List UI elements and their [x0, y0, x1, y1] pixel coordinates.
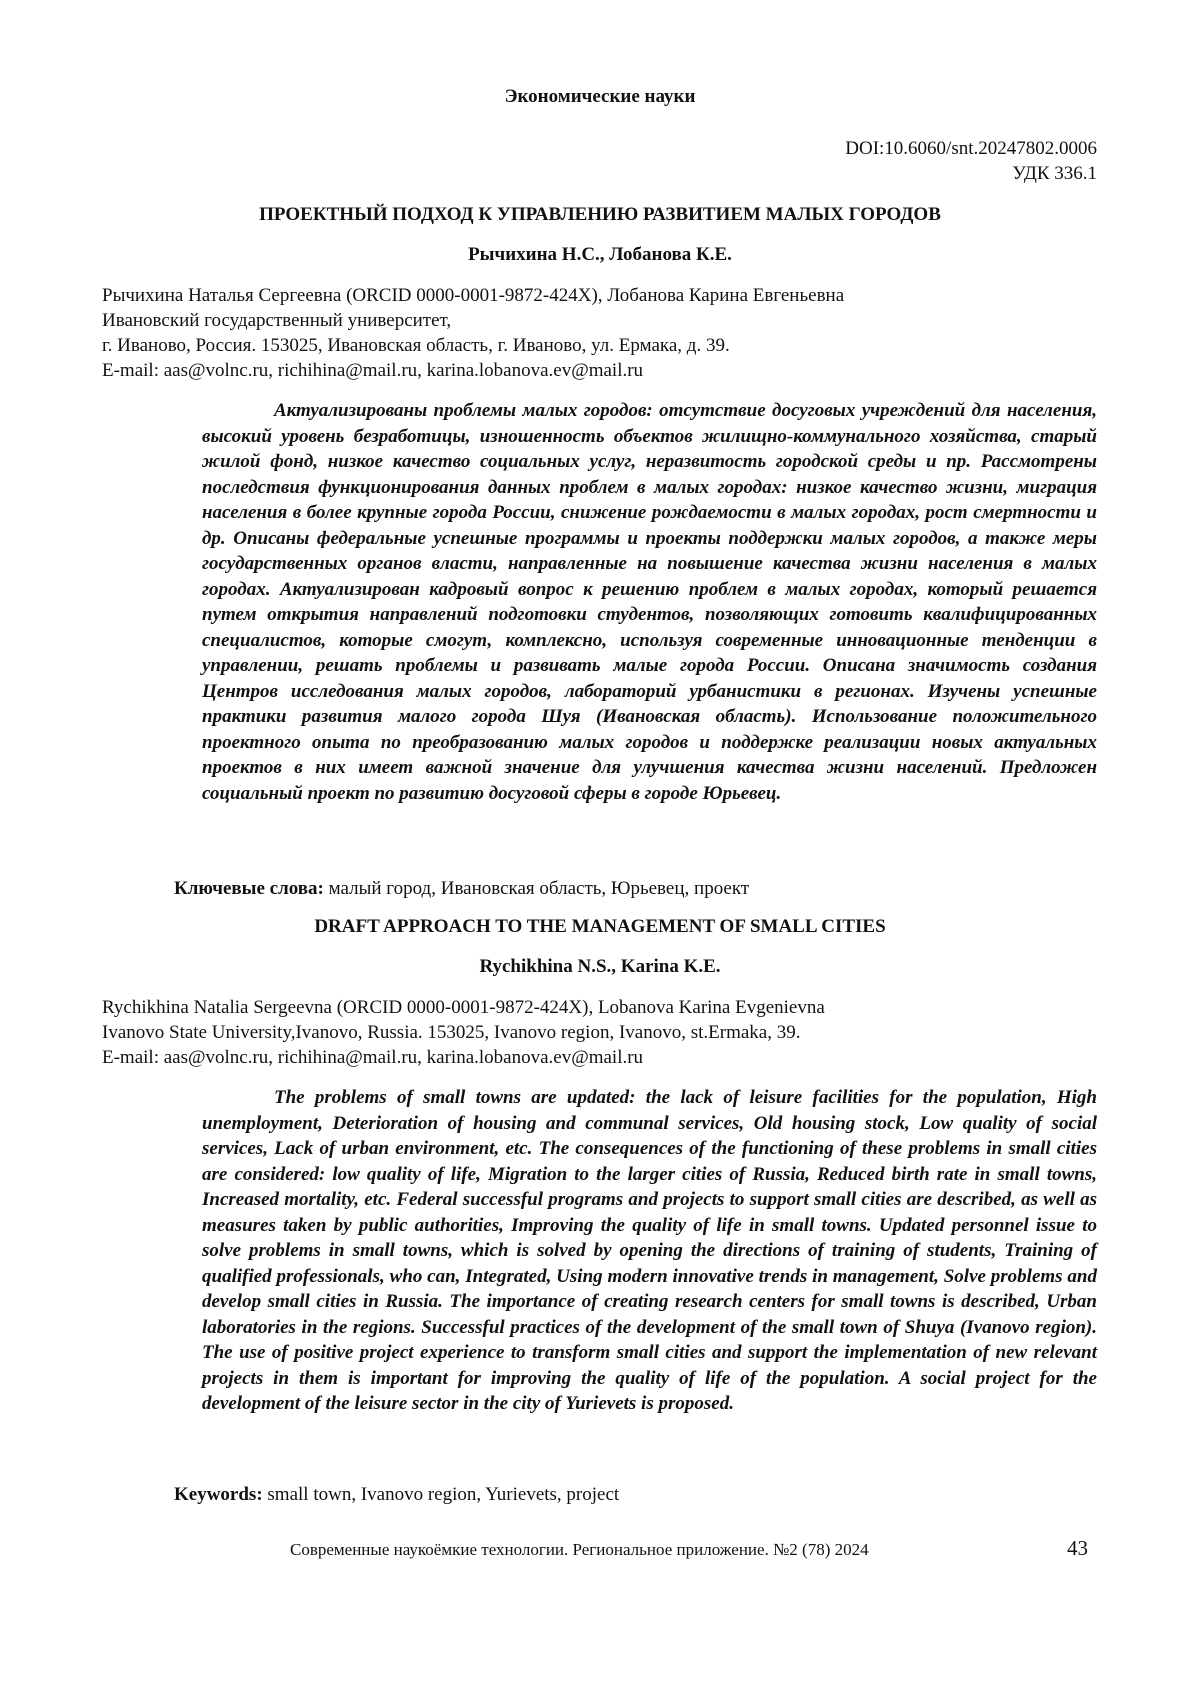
udk: УДК 336.1	[1012, 163, 1097, 184]
page-number: 43	[1067, 1536, 1088, 1560]
en-affiliation	[102, 995, 825, 1070]
ru-abstract: Актуализированы проблемы малых городов: отсутствие досуговых учреждений для населения, высокий уровень безработицы, изношенность объектов жилищно-коммунального хозяйства, старый жилой фонд, низкое качество социальных услуг, неразвитость городской среды и пр. Рассмотрены последствия функционирования данных проблем в малых городах: низкое качество жизни, миграция населения в более крупные города России, снижение рождаемости в малых городах, рост смертности и др. Описаны федеральные успешные программы и проекты поддержки малых городов, а также меры государственных органов власти, направленные на повышение качества жизни населения в малых городах. Актуализирован кадровый вопрос к решению проблем в малых городах, который решается путем открытия направлений подготовки студентов, позволяющих готовить квалифицированных специалистов, которые смогут, комплексно, используя современные инновационные тенденции в управлении, решать проблемы и развивать малые города России. Описана значимость создания Центров исследования малых городов, лабораторий урбанистики в регионах. Изучены успешные практики развития малого города Шуя (Ивановская область). Использование положительного проектного опыта по преобразованию малых городов и поддержке реализации новых актуальных проектов в них имеет важной значение для улучшения качества жизни населений. Предложен социальный проект по развитию досуговой сферы в городе Юрьевец.	[202, 400, 1097, 804]
ru-keywords	[174, 878, 749, 900]
ru-affiliation	[102, 283, 844, 383]
en-keywords-text: small town, Ivanovo region, Yurievets, project	[267, 1484, 620, 1505]
en-affiliation-line: Rychikhina Natalia Sergeevna (ORCID 0000-0001-9872-424X), Lobanova Karina Evgenievna	[102, 997, 825, 1018]
identifiers	[845, 136, 1097, 186]
en-affiliation-line: Ivanovo State University,Ivanovo, Russia. 153025, Ivanovo region, Ivanovo, st.Ermaka, 39.	[102, 1022, 801, 1043]
ru-authors: Рычихина Н.С., Лобанова К.Е.	[468, 244, 732, 265]
section-heading: Экономические науки	[504, 86, 696, 107]
en-email[interactable]: E-mail: aas@volnc.ru, richihina@mail.ru, karina.lobanova.ev@mail.ru	[102, 1047, 644, 1068]
en-title: DRAFT APPROACH TO THE MANAGEMENT OF SMALL CITIES	[314, 916, 886, 937]
ru-affiliation-line: Ивановский государственный университет,	[102, 310, 452, 331]
en-keywords-label: Keywords:	[174, 1484, 263, 1505]
en-keywords	[174, 1484, 619, 1506]
ru-affiliation-line: Рычихина Наталья Сергеевна (ORCID 0000-0001-9872-424X), Лобанова Карина Евгеньевна	[102, 285, 845, 306]
doi[interactable]: DOI:10.6060/snt.20247802.0006	[845, 138, 1097, 159]
ru-title: ПРОЕКТНЫЙ ПОДХОД К УПРАВЛЕНИЮ РАЗВИТИЕМ МАЛЫХ ГОРОДОВ	[259, 204, 941, 225]
ru-keywords-text: малый город, Ивановская область, Юрьевец, проект	[328, 878, 750, 899]
en-authors: Rychikhina N.S., Karina K.E.	[479, 956, 721, 977]
ru-affiliation-line: г. Иваново, Россия. 153025, Ивановская область, г. Иваново, ул. Ермака, д. 39.	[102, 335, 730, 356]
ru-email[interactable]: E-mail: aas@volnc.ru, richihina@mail.ru, karina.lobanova.ev@mail.ru	[102, 360, 644, 381]
en-abstract: The problems of small towns are updated: the lack of leisure facilities for the population, High unemployment, Deterioration of housing and communal services, Old housing stock, Low quality of social services, Lack of urban environment, etc. The consequences of the functioning of these problems in small cities are considered: low quality of life, Migration to the larger cities of Russia, Reduced birth rate in small towns, Increased mortality, etc. Federal successful programs and projects to support small cities are described, as well as measures taken by public authorities, Improving the quality of life in small towns. Updated personnel issue to solve problems in small towns, which is solved by opening the directions of training of students, Training of qualified professionals, who can, Integrated, Using modern innovative trends in management, Solve problems and develop small cities in Russia. The importance of creating research centers for small towns is described, Urban laboratories in the regions. Successful practices of the development of the small town of Shuya (Ivanovo region). The use of positive project experience to transform small cities and support the implementation of new relevant projects in them is important for improving the quality of life of the population. A social project for the development of the leisure sector in the city of Yurievets is proposed.	[202, 1087, 1097, 1414]
journal-name: Современные наукоёмкие технологии. Региональное приложение. №2 (78) 2024	[290, 1540, 869, 1559]
ru-keywords-label: Ключевые слова:	[174, 878, 324, 899]
